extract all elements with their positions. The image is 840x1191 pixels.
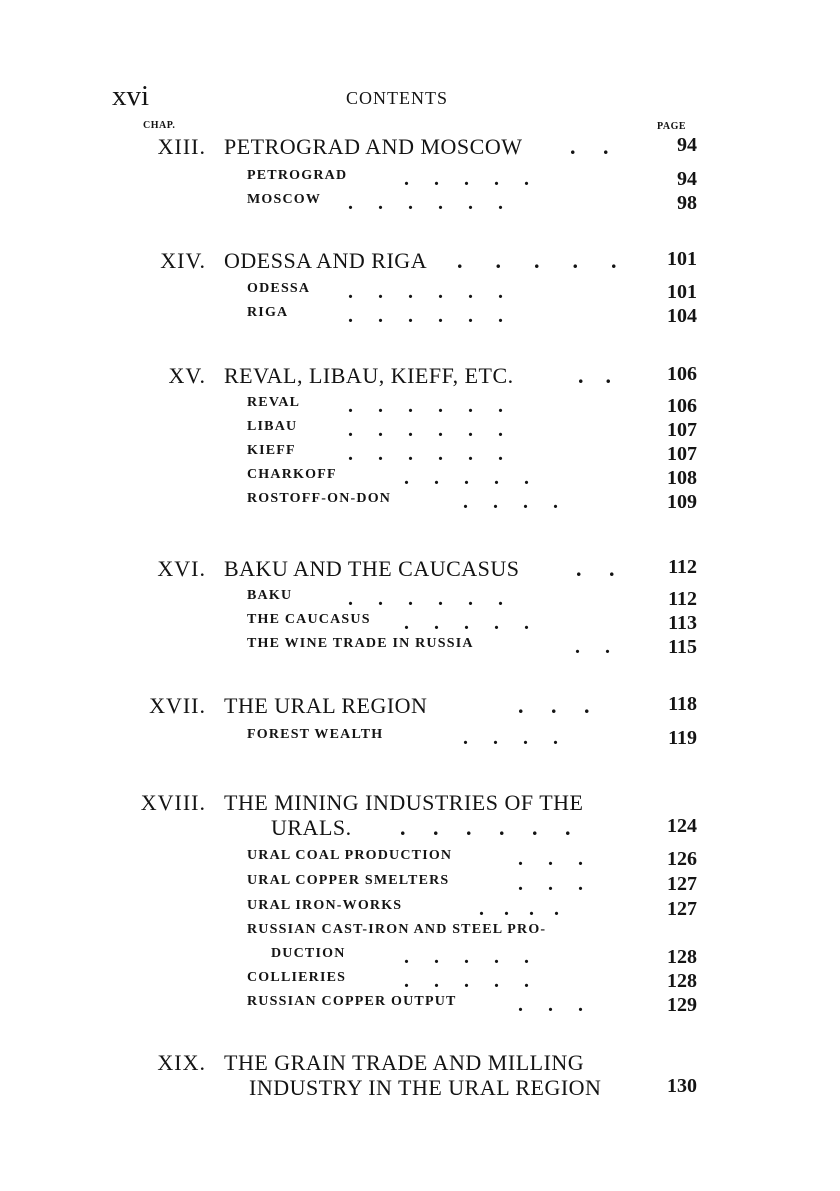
leader-dots: . . . <box>518 848 583 870</box>
leader-dots: . . . . . . <box>348 305 503 327</box>
section-title: PETROGRAD <box>247 168 348 183</box>
running-head: CONTENTS <box>346 88 448 108</box>
leader-dots: . . <box>575 636 610 658</box>
page-number: 94 <box>677 134 697 156</box>
leader-dots: . . . . <box>463 727 558 749</box>
page-number: 124 <box>667 815 697 837</box>
leader-dots: . . . . . <box>404 612 529 634</box>
page-number: 101 <box>667 281 697 303</box>
leader-dots: . . . . . . <box>348 588 503 610</box>
chapter-number: XV. <box>168 363 206 388</box>
page-number: 98 <box>677 192 697 214</box>
chapter-title-continued: URALS. <box>271 815 352 840</box>
section-title: BAKU <box>247 588 293 603</box>
chapter-number: XIII. <box>157 134 206 159</box>
leader-dots: . . . . . . <box>348 443 503 465</box>
page-number: 119 <box>668 727 697 749</box>
section-title: RUSSIAN CAST-IRON AND STEEL PRO- <box>247 922 547 937</box>
section-title: RIGA <box>247 305 289 320</box>
section-title: COLLIERIES <box>247 970 347 985</box>
page-number: 109 <box>667 491 697 513</box>
leader-dots: . . . <box>518 994 583 1016</box>
section-title: URAL COAL PRODUCTION <box>247 848 453 863</box>
leader-dots: . . . . . <box>404 970 529 992</box>
page-number: 106 <box>667 363 697 385</box>
section-title: THE CAUCASUS <box>247 612 371 627</box>
chapter-number: XVIII. <box>140 790 206 815</box>
leader-dots: . . . . . . <box>348 281 503 303</box>
leader-dots: . . . <box>518 873 583 895</box>
page-number: 112 <box>668 556 697 578</box>
section-title: ROSTOFF-ON-DON <box>247 491 392 506</box>
leader-dots: . . . . <box>463 491 558 513</box>
chapter-title: THE MINING INDUSTRIES OF THE <box>224 790 584 815</box>
chapter-title: PETROGRAD AND MOSCOW <box>224 134 523 159</box>
section-title: REVAL <box>247 395 301 410</box>
page-number: 106 <box>667 395 697 417</box>
chapter-number: XIX. <box>157 1050 206 1075</box>
section-title: ODESSA <box>247 281 311 296</box>
section-title: THE WINE TRADE IN RUSSIA <box>247 636 474 651</box>
chapter-title: ODESSA AND RIGA <box>224 248 428 273</box>
chapter-number: XVI. <box>157 556 206 581</box>
section-title: RUSSIAN COPPER OUTPUT <box>247 994 457 1009</box>
leader-dots: . . . . <box>479 898 559 920</box>
page-number: 112 <box>668 588 697 610</box>
leader-dots: . . . . . . <box>348 192 503 214</box>
leader-dots: . . . . . . <box>348 419 503 441</box>
page-number: 129 <box>667 994 697 1016</box>
section-title: LIBAU <box>247 419 298 434</box>
section-title-continued: DUCTION <box>271 946 346 961</box>
page-number: 130 <box>667 1075 697 1097</box>
leader-dots: . . . . . <box>404 467 529 489</box>
chapter-number: XIV. <box>160 248 206 273</box>
page-number: 108 <box>667 467 697 489</box>
page-number: 127 <box>667 898 697 920</box>
chapter-title-continued: INDUSTRY IN THE URAL REGION <box>249 1075 602 1100</box>
section-title: MOSCOW <box>247 192 322 207</box>
chap-column-label: CHAP. <box>143 120 176 131</box>
chapter-title: THE GRAIN TRADE AND MILLING <box>224 1050 585 1075</box>
page-number: 107 <box>667 443 697 465</box>
leader-dots: . . <box>570 134 609 159</box>
section-title: KIEFF <box>247 443 296 458</box>
page-number: 126 <box>667 848 697 870</box>
page-number: 104 <box>667 305 697 327</box>
chapter-title: BAKU AND THE CAUCASUS <box>224 556 520 581</box>
folio-number: xvi <box>112 80 150 112</box>
leader-dots: . . <box>576 556 615 581</box>
page-number: 107 <box>667 419 697 441</box>
leader-dots: . . . . . <box>404 946 529 968</box>
page-number: 94 <box>677 168 697 190</box>
page-number: 115 <box>668 636 697 658</box>
page-number: 128 <box>667 970 697 992</box>
page-number: 113 <box>668 612 697 634</box>
page-number: 118 <box>668 693 697 715</box>
leader-dots: . . . . . . <box>348 395 503 417</box>
section-title: CHARKOFF <box>247 467 337 482</box>
section-title: URAL IRON-WORKS <box>247 898 403 913</box>
chapter-title: REVAL, LIBAU, KIEFF, ETC. <box>224 363 514 388</box>
page-number: 128 <box>667 946 697 968</box>
page-number: 101 <box>667 248 697 270</box>
chapter-number: XVII. <box>149 693 206 718</box>
section-title: URAL COPPER SMELTERS <box>247 873 450 888</box>
page-column-label: PAGE <box>657 121 687 132</box>
leader-dots: . . <box>578 363 611 388</box>
leader-dots: . . . <box>518 693 590 718</box>
leader-dots: . . . . . . <box>400 815 571 840</box>
section-title: FOREST WEALTH <box>247 727 384 742</box>
chapter-title: THE URAL REGION <box>224 693 428 718</box>
leader-dots: . . . . . <box>404 168 529 190</box>
page-number: 127 <box>667 873 697 895</box>
leader-dots: . . . . . <box>457 248 617 273</box>
